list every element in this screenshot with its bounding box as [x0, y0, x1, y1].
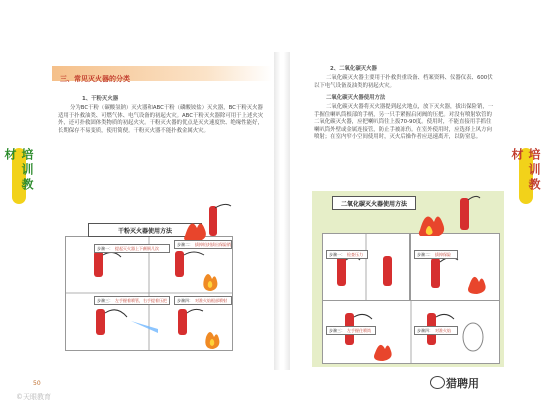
dry-powder-illustration: [66, 237, 232, 350]
right-step-2-label: 步骤二：: [417, 252, 433, 257]
left-step-4: [174, 296, 232, 305]
left-step-2-label: 步骤二：: [177, 242, 193, 247]
right-step-2-text: 拔掉保险: [435, 252, 451, 257]
right-step-3-label: 步骤三：: [329, 328, 345, 333]
side-tab-left: [3, 148, 34, 204]
watermark-left: ©天眼教育: [16, 393, 51, 401]
right-step-4-text: 对准火焰: [435, 328, 451, 333]
co2-illustration-top: [323, 234, 409, 300]
right-sub-heading-2: 二氧化碳灭火器使用方法: [326, 95, 386, 101]
right-diagram-title: 二氧化碳灭火器使用方法: [332, 196, 416, 210]
right-step-3: [326, 326, 376, 335]
dry-powder-diagram: [65, 236, 233, 351]
left-step-1-label: 步骤一：: [97, 246, 113, 251]
left-step-4-text: 对准火焰根部喷射: [195, 298, 227, 303]
right-step-1-text: 检查压力: [347, 252, 363, 257]
left-step-4-label: 步骤四：: [177, 298, 193, 303]
fire-illustration-left: [175, 200, 235, 240]
book-spine: [274, 52, 290, 370]
left-diagram-title: 干粉灭火器使用方法: [88, 223, 202, 237]
left-sub-heading: 1、干粉灭火器: [82, 96, 119, 102]
right-paragraph-2: 二氧化碳灭火器将灭火器提到起火地点，放下灭火器，拔出保险销，一手握住喇叭筒根部的手柄，另一只手紧握启闭阀的压把。对没有喷射软管的二氧化碳灭火器，应把喇叭筒往上扳70-90度。使用时，不能直接用手抓住喇叭筒外壁或金属连接管，防止手被冻伤。在室外使用时，应选择上风方向喷射；在室内窄小空间使用时，灭火后操作者应迅速离开，以防窒息。: [314, 104, 494, 141]
right-step-4-label: 步骤四：: [417, 328, 433, 333]
right-step-1-label: 步骤一：: [329, 252, 345, 257]
left-paragraph: 分为BC干粉（碳酸氢钠）灭火器和ABC干粉（磷酸铵盐）灭火器，BC干粉灭火器适用于扑救油类、可燃气体、电气设备的初起火灾。ABC干粉灭火器除可用于上述火灾外，还可扑救固体类物质的初起火灾。干粉灭火器的优点是灭火速度快、绝缘性能好，长期保存不易变质，使用简便。干粉灭火器不能扑救金属火灾。: [58, 105, 264, 134]
section-heading: 三、常见灭火器的分类: [60, 75, 130, 83]
side-tab-right: [510, 148, 541, 204]
co2-illustration-top-right: [411, 234, 499, 300]
left-step-2: [174, 240, 232, 249]
left-step-1: [94, 244, 170, 253]
right-step-2: [414, 250, 458, 259]
right-paragraph-1: 二氧化碳灭火器主要用于扑救贵重设备、档案资料、仪器仪表、600伏以下电气设备及油类的初起火灾。: [314, 75, 493, 89]
co2-diagram-top: [322, 233, 410, 301]
page-number: 50: [33, 380, 41, 387]
right-step-3-text: 左手握住喷筒: [347, 328, 371, 333]
left-step-3: [94, 296, 170, 305]
watermark-right: 猎聘用: [446, 377, 479, 390]
right-sub-heading: 2、二氧化碳灭火器: [330, 66, 377, 72]
co2-diagram-top-right: [410, 233, 500, 301]
left-step-3-label: 步骤三：: [97, 298, 113, 303]
wechat-icon: [430, 376, 445, 389]
right-step-1: [326, 250, 368, 259]
left-step-1-text: 提起灭火器上下颠倒几次: [115, 246, 159, 251]
side-tab-right-label: 培训教材: [510, 148, 541, 193]
right-step-4: [414, 326, 458, 335]
side-tab-left-label: 培训教材: [3, 148, 34, 193]
section-heading-bar: [52, 66, 272, 81]
left-step-3-text: 左手握着喷管，右手提着压把: [115, 298, 167, 303]
fire-illustration-right: [412, 188, 482, 236]
left-step-2-text: 拔掉铅封拔出保险销: [195, 242, 231, 247]
